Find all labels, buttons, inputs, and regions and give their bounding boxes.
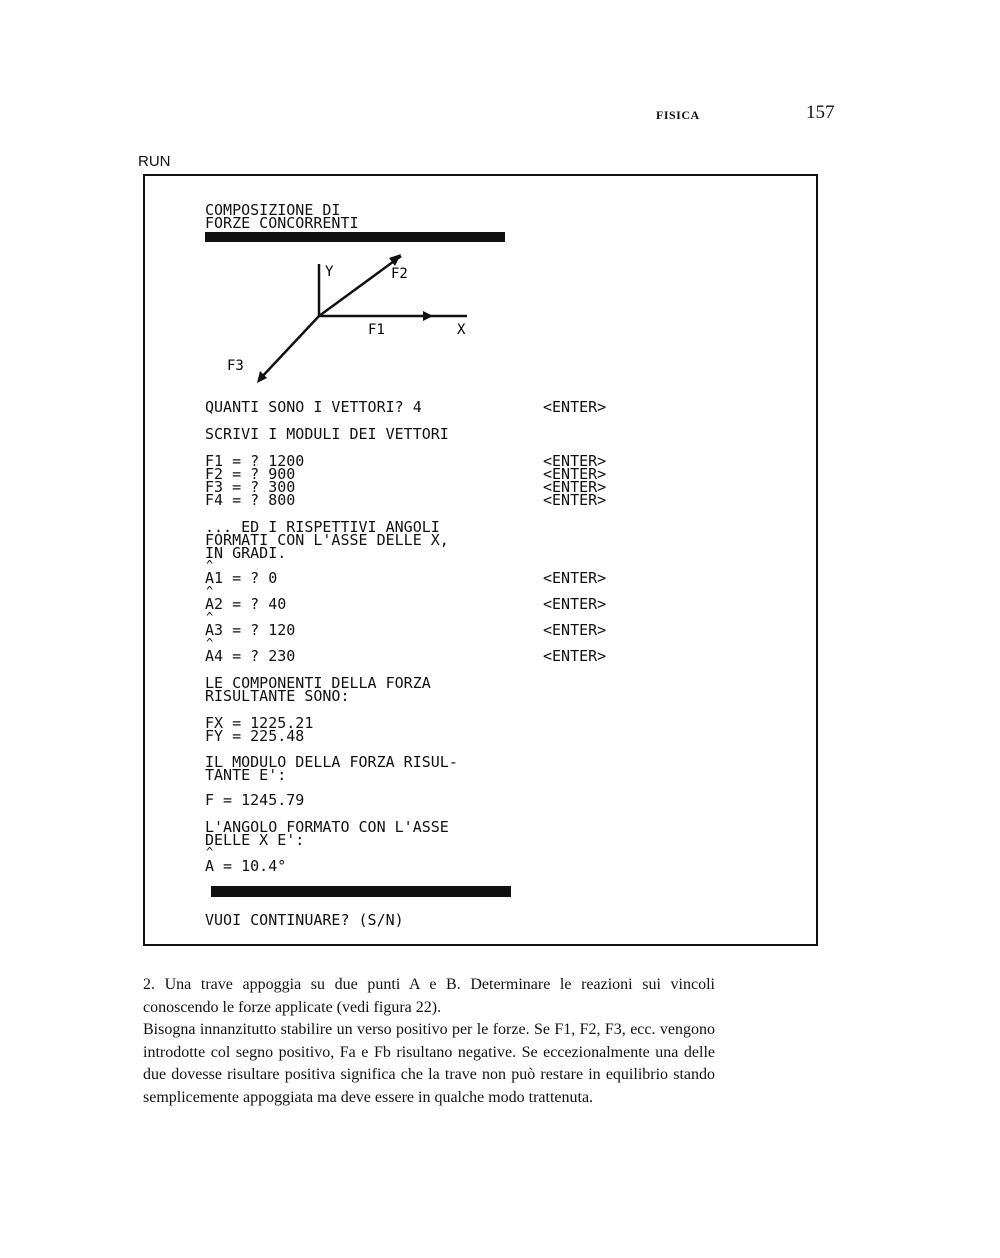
- a-result: A = 10.4°: [205, 857, 287, 875]
- circumflex-mark: ^: [206, 610, 214, 624]
- f1-arrowhead: [423, 311, 433, 321]
- f1-label: F1: [368, 322, 385, 338]
- angolo-a3: A3 = ? 120: [205, 621, 296, 639]
- componenti-line2: RISULTANTE SONO:: [205, 687, 350, 705]
- body-text: [143, 974, 715, 1109]
- screen-title-line2: FORZE CONCORRENTI: [205, 214, 359, 232]
- circumflex-mark: ^: [206, 845, 214, 859]
- enter-key-label: <ENTER>: [543, 452, 607, 470]
- angoli-prompt-line2: FORMATI CON L'ASSE DELLE X,: [205, 531, 449, 549]
- circumflex-mark: ^: [206, 558, 214, 572]
- computer-screen-output: [143, 174, 818, 946]
- paragraph-explanation: Bisogna innanzitutto stabilire un verso positivo per le forze. Se F1, F2, F3, ecc. vengono introdotte col segno positivo, Fa e Fb risultano negative. Se eccezionalmente una delle due dovesse risultare positiva significa che la trave non può restare in equilibrio stando semplicemente appoggiata ma deve essere in qualche modo trattenuta.: [143, 1021, 715, 1106]
- modulo-line2: TANTE E':: [205, 766, 287, 784]
- angolo-a4: A4 = ? 230: [205, 647, 296, 665]
- f3-label: F3: [227, 358, 244, 374]
- screen-title-line1: COMPOSIZIONE DI: [205, 201, 341, 219]
- componenti-line1: LE COMPONENTI DELLA FORZA: [205, 674, 431, 692]
- moduli-prompt: SCRIVI I MODULI DEI VETTORI: [205, 425, 449, 443]
- modulo-f2: F2 = ? 900: [205, 465, 296, 483]
- result-separator-bar: [211, 886, 511, 897]
- enter-key-label: <ENTER>: [543, 621, 607, 639]
- y-axis-label: Y: [325, 264, 334, 280]
- angolo-line2: DELLE X E':: [205, 831, 305, 849]
- f2-label: F2: [391, 266, 408, 282]
- modulo-f4: F4 = ? 800: [205, 491, 296, 509]
- x-axis-label: X: [457, 322, 466, 338]
- force-vectors-diagram: [205, 246, 505, 391]
- modulo-f1: F1 = ? 1200: [205, 452, 305, 470]
- continue-prompt: VUOI CONTINUARE? (S/N): [205, 911, 404, 929]
- enter-key-label: <ENTER>: [543, 491, 607, 509]
- enter-key-label: <ENTER>: [543, 595, 607, 613]
- modulo-line1: IL MODULO DELLA FORZA RISUL-: [205, 753, 458, 771]
- fy-result: FY = 225.48: [205, 727, 305, 745]
- enter-key-label: <ENTER>: [543, 465, 607, 483]
- running-header-section: FISICA: [656, 108, 700, 122]
- f-result: F = 1245.79: [205, 791, 305, 809]
- modulo-f3: F3 = ? 300: [205, 478, 296, 496]
- paragraph-exercise: 2. Una trave appoggia su due punti A e B. Determinare le reazioni sui vincoli conoscendo le forze applicate (vedi figura 22).: [143, 976, 715, 1016]
- enter-key-label: <ENTER>: [543, 478, 607, 496]
- fx-result: FX = 1225.21: [205, 714, 314, 732]
- title-underline-bar: [205, 232, 505, 242]
- circumflex-mark: ^: [206, 636, 214, 650]
- angolo-line1: L'ANGOLO FORMATO CON L'ASSE: [205, 818, 449, 836]
- enter-key-label: <ENTER>: [543, 647, 607, 665]
- angoli-prompt-line1: ... ED I RISPETTIVI ANGOLI: [205, 518, 440, 536]
- enter-key-label: <ENTER>: [543, 569, 607, 587]
- angolo-a1: A1 = ? 0: [205, 569, 278, 587]
- circumflex-mark: ^: [206, 584, 214, 598]
- run-label: RUN: [138, 153, 171, 170]
- angoli-prompt-line3: IN GRADI.: [205, 544, 287, 562]
- angolo-a2: A2 = ? 40: [205, 595, 287, 613]
- enter-key-label: <ENTER>: [543, 398, 607, 416]
- vector-count-line: QUANTI SONO I VETTORI? 4: [205, 398, 422, 416]
- f3-vector-line: [259, 316, 319, 380]
- page-number: 157: [806, 102, 835, 123]
